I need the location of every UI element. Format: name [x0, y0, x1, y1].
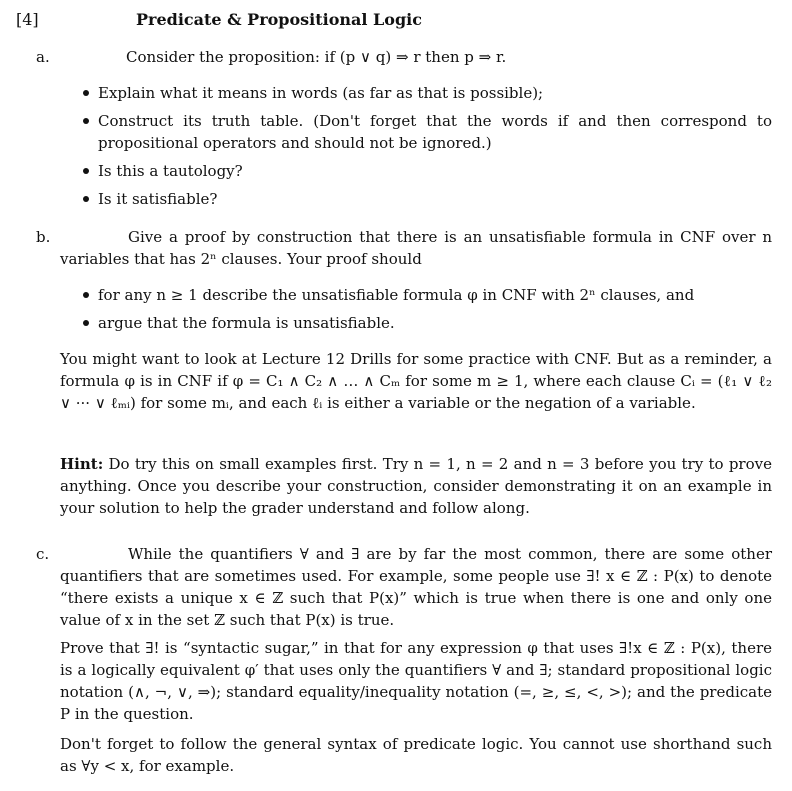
hint-paragraph: [60, 453, 772, 519]
hint-text: Do try this on small examples first. Try n = 1, n = 2 and n = 3 before you try to prove anything. Once you describe your construction, consider demonstrating it on an example in your solution to help the grader understand and follow along.: [60, 455, 772, 517]
problem-title: Predicate & Propositional Logic: [136, 10, 422, 29]
problem-number: [4]: [16, 10, 39, 29]
part-b-intro: Give a proof by construction that there is an unsatisfiable formula in CNF over n variables that has 2ⁿ clauses. Your proof should: [60, 228, 772, 268]
list-item: Is this a tautology?: [80, 160, 772, 182]
part-c-intro: While the quantifiers ∀ and ∃ are by far the most common, there are some other quantifiers that are sometimes used. For example, some people use ∃! x ∈ ℤ : P(x) to denote “there exists a unique x ∈ ℤ such that P(x)” which is true when there is one and only one value of x in the set ℤ such that P(x) is true.: [60, 545, 772, 629]
part-b-bullets: [80, 284, 772, 340]
part-c-label: c.: [36, 545, 50, 563]
list-item: Is it satisfiable?: [80, 188, 772, 210]
part-a-label: a.: [36, 48, 50, 66]
list-item: Construct its truth table. (Don't forget that the words if and then correspond to propositional operators and should not be ignored.): [80, 110, 772, 154]
part-c-syntax-note: Don't forget to follow the general syntax of predicate logic. You cannot use shorthand such as ∀y < x, for example.: [60, 735, 772, 775]
part-c-prove: Prove that ∃! is “syntactic sugar,” in that for any expression φ that uses ∃!x ∈ ℤ : P(x), there is a logically equivalent φ′ that uses only the quantifiers ∀ and ∃; standard propositional logic notation (∧, ¬, ∨, ⇒); standard equality/inequality notation (=, ≥, ≤, <, >); and the predicate P in the question.: [60, 639, 772, 723]
list-item: argue that the formula is unsatisfiable.: [80, 312, 772, 334]
part-a-bullets: [80, 82, 772, 216]
list-item: Explain what it means in words (as far as that is possible);: [80, 82, 772, 104]
hint-label: Hint:: [60, 455, 104, 473]
cnf-reminder: You might want to look at Lecture 12 Drills for some practice with CNF. But as a reminder, a formula φ is in CNF if φ = C₁ ∧ C₂ ∧ … ∧ Cₘ for some m ≥ 1, where each clause Cᵢ = (ℓ₁ ∨ ℓ₂ ∨ ··· ∨ ℓₘᵢ) for some mᵢ, and each ℓᵢ is either a variable or the negation of a variable.: [60, 350, 772, 412]
part-b-label: b.: [36, 228, 51, 246]
list-item: for any n ≥ 1 describe the unsatisfiable formula φ in CNF with 2ⁿ clauses, and: [80, 284, 772, 306]
part-a-intro: Consider the proposition: if (p ∨ q) ⇒ r then p ⇒ r.: [126, 48, 507, 66]
